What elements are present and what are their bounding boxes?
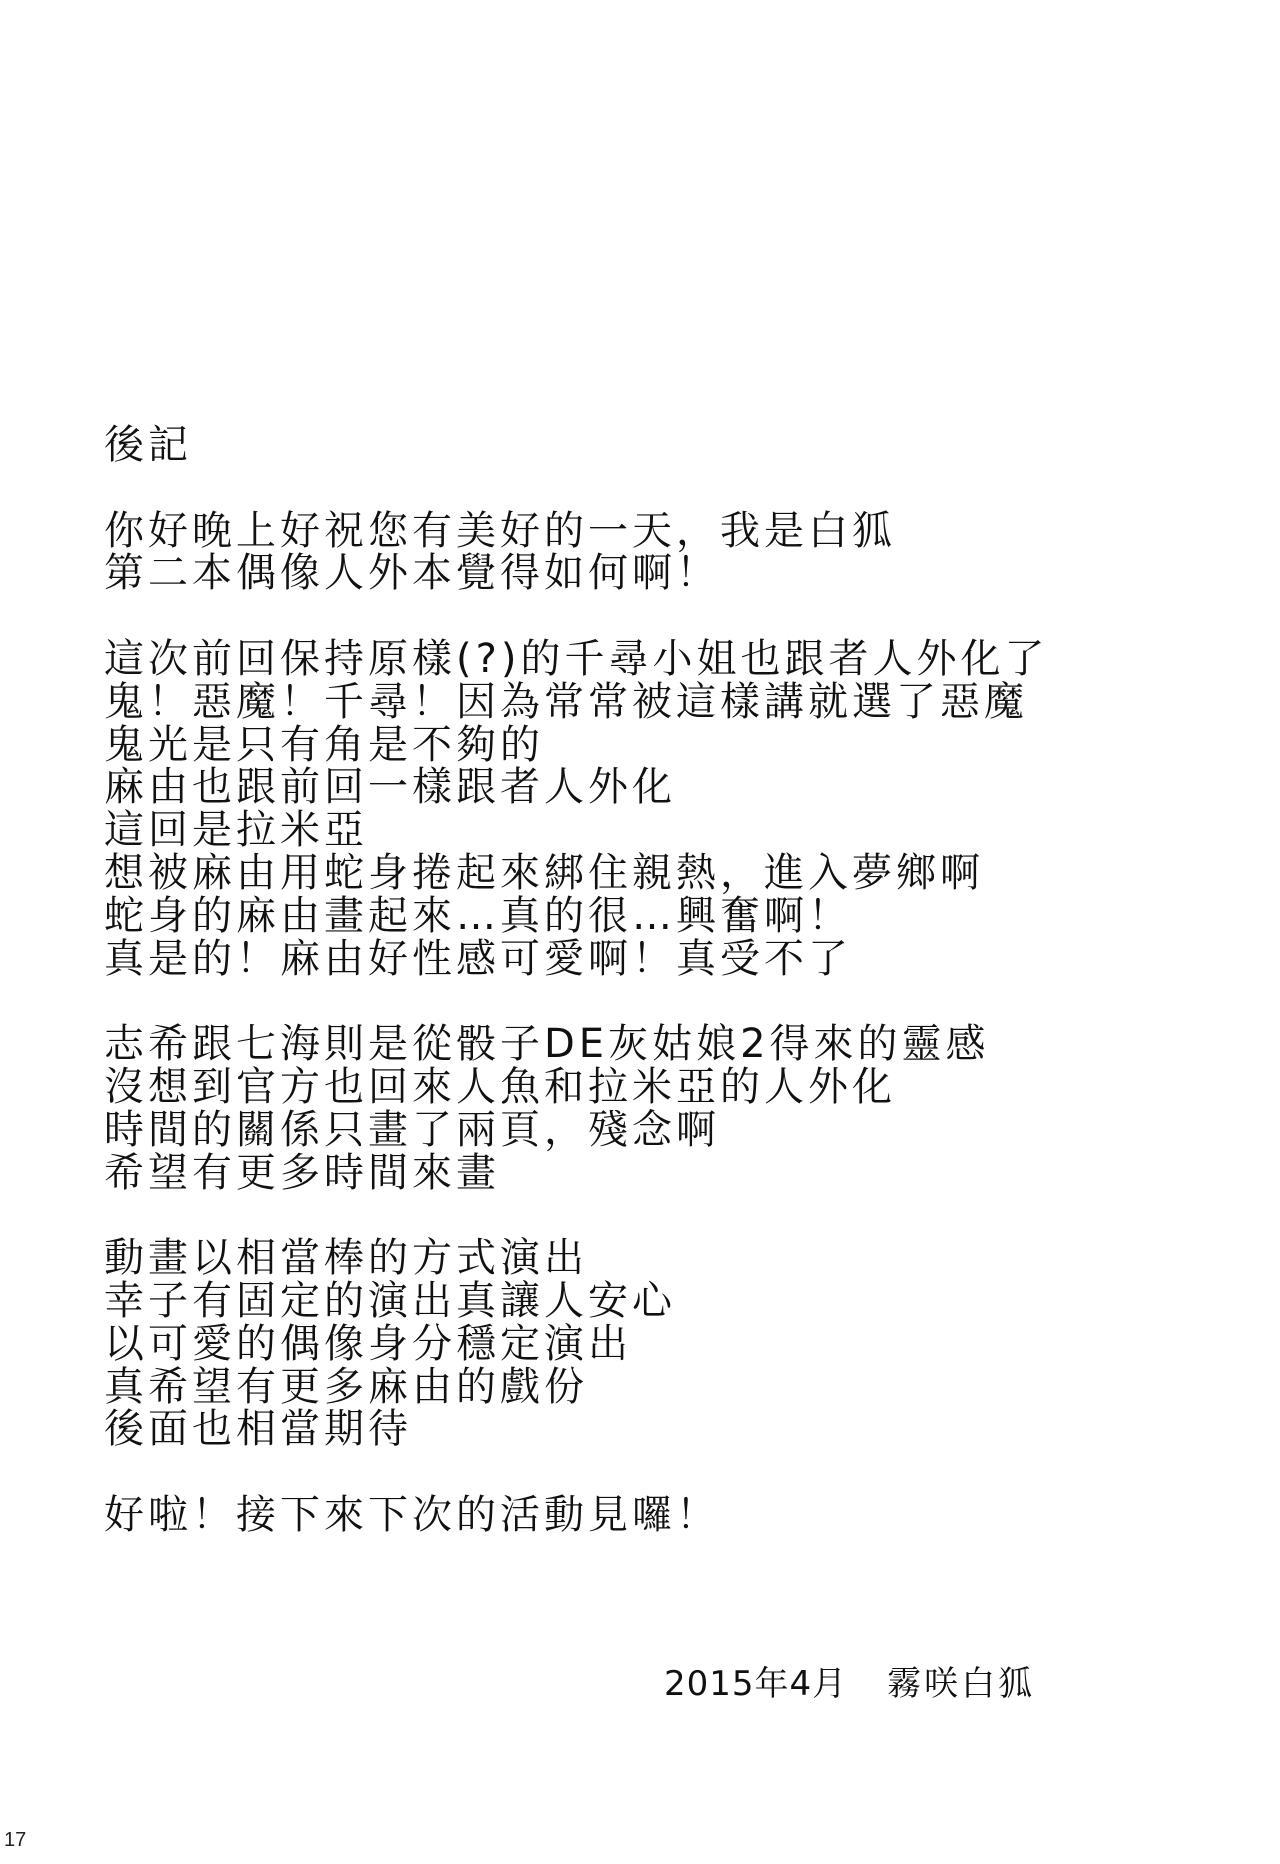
- text-line: 以可愛的偶像身分穩定演出: [104, 1320, 632, 1367]
- text-line: 真是的！麻由好性感可愛啊！真受不了: [104, 935, 852, 982]
- signature-author: 霧咲白狐: [887, 1664, 1036, 1704]
- text-line: 你好晚上好祝您有美好的一天，我是白狐: [104, 507, 896, 554]
- text-line: 想被麻由用蛇身捲起來綁住親熱，進入夢鄉啊: [104, 849, 984, 896]
- paragraph-gap: [104, 1194, 1184, 1237]
- page-number: 17: [4, 1829, 27, 1851]
- paragraph-5: [104, 1491, 1184, 1538]
- text-line: 好啦！接下來下次的活動見囉！: [104, 1491, 720, 1538]
- text-line: 時間的關係只畫了兩頁，殘念啊: [104, 1106, 720, 1153]
- afterword-content: [104, 424, 1184, 1537]
- text-line: 志希跟七海則是從骰子DE灰姑娘2得來的靈感: [104, 1021, 990, 1068]
- text-line: 第二本偶像人外本覺得如何啊！: [104, 550, 720, 597]
- paragraph-3: [104, 1023, 1184, 1194]
- text-line: 真希望有更多麻由的戲份: [104, 1363, 588, 1410]
- text-line: 鬼！惡魔！千尋！因為常常被這樣講就選了惡魔: [104, 678, 1028, 725]
- text-line: 幸子有固定的演出真讓人安心: [104, 1277, 676, 1324]
- afterword-title: 後記: [104, 422, 192, 468]
- paragraph-4: [104, 1237, 1184, 1451]
- paragraph-2: [104, 635, 1184, 982]
- signature-date: 2015年4月: [664, 1664, 848, 1704]
- text-line: 動畫以相當棒的方式演出: [104, 1235, 588, 1282]
- text-line: 麻由也跟前回一樣跟者人外化: [104, 764, 676, 811]
- signature: [664, 1664, 1035, 1704]
- text-line: 這回是拉米亞: [104, 807, 368, 854]
- paragraph-gap: [104, 980, 1184, 1023]
- text-line: 蛇身的麻由畫起來…真的很…興奮啊！: [104, 892, 852, 939]
- text-line: 希望有更多時間來畫: [104, 1149, 500, 1196]
- text-line: 鬼光是只有角是不夠的: [104, 721, 544, 768]
- text-line: 沒想到官方也回來人魚和拉米亞的人外化: [104, 1063, 896, 1110]
- paragraph-1: [104, 507, 1184, 597]
- paragraph-gap: [104, 595, 1184, 638]
- text-line: 後面也相當期待: [104, 1406, 412, 1453]
- paragraph-gap: [104, 1451, 1184, 1494]
- text-line: 這次前回保持原樣(?)的千尋小姐也跟者人外化了: [104, 635, 1049, 682]
